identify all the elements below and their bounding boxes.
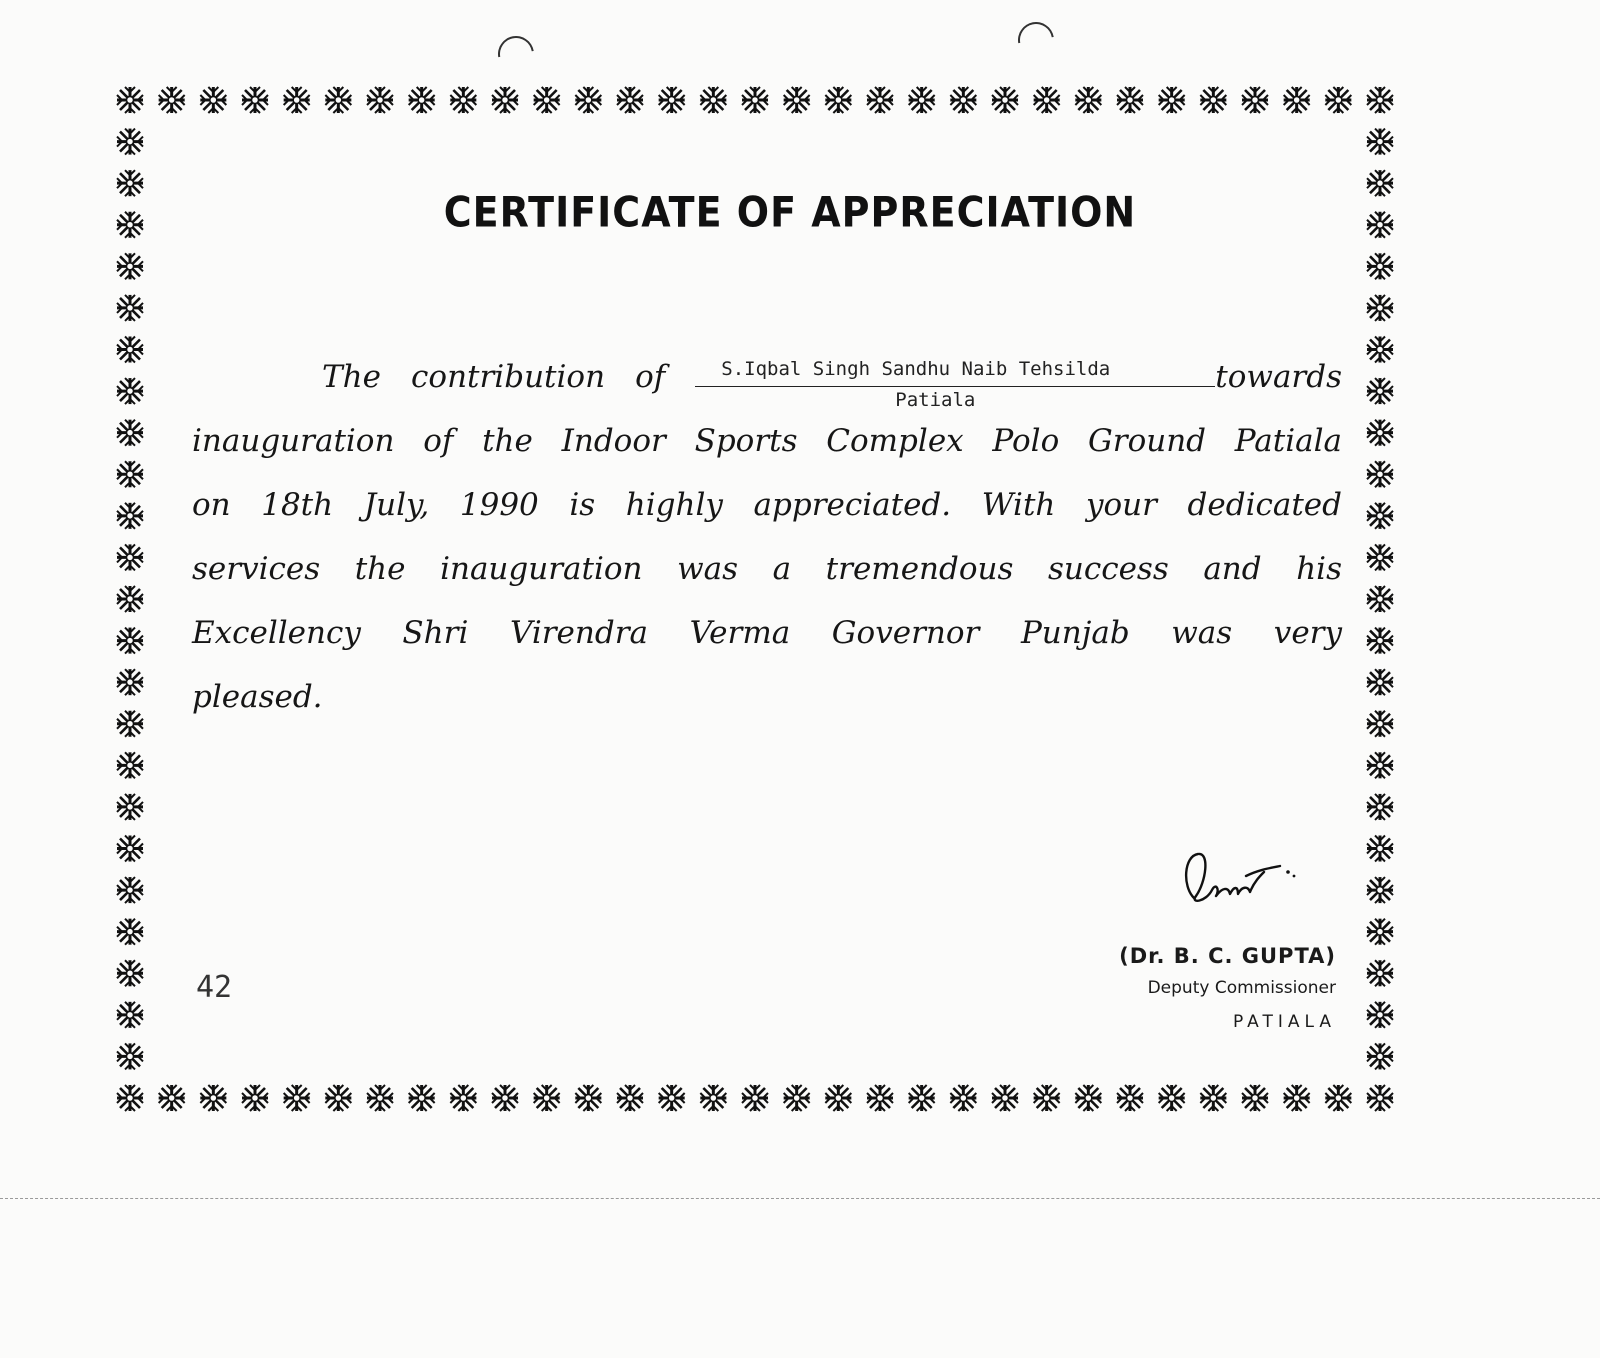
border-ornament-icon: [117, 503, 143, 529]
border-ornament-icon: [784, 87, 810, 113]
border-ornament-icon: [117, 836, 143, 862]
border-ornament-icon: [1367, 752, 1393, 778]
border-ornament-icon: [575, 1085, 601, 1111]
border-ornament-icon: [867, 1085, 893, 1111]
certificate-title: CERTIFICATE OF APPRECIATION: [443, 187, 1137, 237]
border-ornament-icon: [1325, 87, 1351, 113]
border-ornament-icon: [1367, 295, 1393, 321]
border-ornament-icon: [992, 1085, 1018, 1111]
border-ornament-icon: [117, 711, 143, 737]
border-ornament-icon: [1242, 1085, 1268, 1111]
border-ornament-icon: [159, 87, 185, 113]
border-ornament-icon: [867, 87, 893, 113]
border-ornament-icon: [1034, 1085, 1060, 1111]
border-ornament-icon: [950, 87, 976, 113]
border-ornament-icon: [1367, 170, 1393, 196]
border-ornament-icon: [117, 87, 143, 113]
border-ornament-icon: [200, 87, 226, 113]
border-ornament-icon: [117, 669, 143, 695]
border-ornament-icon: [1367, 586, 1393, 612]
border-ornament-icon: [950, 1085, 976, 1111]
border-ornament-icon: [409, 1085, 435, 1111]
border-ornament-icon: [1367, 253, 1393, 279]
border-ornament-icon: [200, 1085, 226, 1111]
border-ornament-icon: [492, 1085, 518, 1111]
border-ornament-icon: [1159, 87, 1185, 113]
border-ornament-icon: [242, 87, 268, 113]
border-ornament-icon: [659, 87, 685, 113]
border-ornament-icon: [1200, 1085, 1226, 1111]
border-ornament-icon: [784, 1085, 810, 1111]
border-ornament-icon: [1367, 503, 1393, 529]
border-ornament-icon: [117, 1085, 143, 1111]
border-ornament-icon: [1367, 87, 1393, 113]
recipient-name: S.Iqbal Singh Sandhu Naib Tehsilda: [721, 358, 1111, 380]
border-ornament-icon: [1075, 1085, 1101, 1111]
border-ornament-icon: [325, 1085, 351, 1111]
border-ornament-icon: [117, 129, 143, 155]
border-ornament-icon: [117, 1043, 143, 1069]
border-ornament-icon: [117, 461, 143, 487]
signature-icon: [1176, 846, 1306, 916]
border-ornament-icon: [1242, 87, 1268, 113]
border-ornament-icon: [1367, 919, 1393, 945]
border-ornament-icon: [284, 87, 310, 113]
body-line-3: on 18th July, 1990 is highly appreciated. With your dedicated: [192, 487, 1342, 523]
border-ornament-icon: [450, 87, 476, 113]
border-ornament-icon: [1367, 129, 1393, 155]
border-ornament-icon: [117, 628, 143, 654]
border-ornament-icon: [117, 960, 143, 986]
border-ornament-icon: [1284, 87, 1310, 113]
border-ornament-icon: [1284, 1085, 1310, 1111]
body-line-5: Excellency Shri Virendra Verma Governor Punjab was very: [192, 615, 1342, 651]
signatory-designation: Deputy Commissioner: [1147, 978, 1336, 998]
border-ornament-icon: [1367, 1043, 1393, 1069]
border-ornament-icon: [742, 1085, 768, 1111]
body-line-4: services the inauguration was a tremendous success and his: [192, 551, 1342, 587]
border-ornament-icon: [825, 1085, 851, 1111]
border-ornament-icon: [1367, 461, 1393, 487]
border-ornament-icon: [117, 877, 143, 903]
border-ornament-icon: [617, 1085, 643, 1111]
border-ornament-icon: [700, 1085, 726, 1111]
border-ornament-icon: [1159, 1085, 1185, 1111]
border-ornament-icon: [825, 87, 851, 113]
border-ornament-icon: [325, 87, 351, 113]
contribution-prefix: The contribution of: [322, 359, 666, 395]
border-ornament-icon: [1367, 669, 1393, 695]
border-ornament-icon: [1367, 212, 1393, 238]
border-ornament-icon: [1117, 87, 1143, 113]
border-ornament-icon: [367, 87, 393, 113]
border-ornament-icon: [617, 87, 643, 113]
signatory-place: PATIALA: [1233, 1012, 1336, 1032]
punch-hole-left: [491, 29, 541, 79]
page-number: 42: [196, 970, 233, 1005]
body-line-1: [192, 345, 1342, 409]
certificate-body: [192, 345, 1342, 729]
border-ornament-icon: [534, 87, 560, 113]
border-ornament-icon: [659, 1085, 685, 1111]
border-ornament-icon: [1075, 87, 1101, 113]
border-ornament-icon: [1325, 1085, 1351, 1111]
recipient-field: [695, 353, 1215, 411]
border-ornament-icon: [450, 1085, 476, 1111]
border-ornament-icon: [534, 1085, 560, 1111]
border-ornament-icon: [1367, 378, 1393, 404]
border-ornament-icon: [117, 337, 143, 363]
border-ornament-icon: [117, 295, 143, 321]
border-ornament-icon: [117, 794, 143, 820]
border-ornament-icon: [575, 87, 601, 113]
border-ornament-icon: [117, 919, 143, 945]
border-ornament-icon: [1367, 420, 1393, 446]
border-ornament-icon: [1367, 836, 1393, 862]
body-line-6: pleased.: [192, 679, 323, 715]
border-ornament-icon: [1034, 87, 1060, 113]
border-ornament-icon: [492, 87, 518, 113]
border-ornament-icon: [117, 586, 143, 612]
border-ornament-icon: [1367, 877, 1393, 903]
contribution-suffix: towards: [1215, 359, 1343, 395]
border-ornament-icon: [284, 1085, 310, 1111]
border-ornament-icon: [992, 87, 1018, 113]
border-ornament-icon: [909, 87, 935, 113]
border-ornament-icon: [1367, 628, 1393, 654]
border-ornament-icon: [117, 212, 143, 238]
border-ornament-icon: [1367, 794, 1393, 820]
border-ornament-icon: [117, 420, 143, 446]
border-ornament-icon: [117, 253, 143, 279]
border-ornament-icon: [1367, 711, 1393, 737]
border-ornament-icon: [909, 1085, 935, 1111]
border-ornament-icon: [367, 1085, 393, 1111]
border-ornament-icon: [117, 752, 143, 778]
border-ornament-icon: [1367, 1002, 1393, 1028]
border-ornament-icon: [159, 1085, 185, 1111]
recipient-place: Patiala: [895, 389, 976, 411]
border-ornament-icon: [117, 378, 143, 404]
border-ornament-icon: [742, 87, 768, 113]
border-ornament-icon: [1117, 1085, 1143, 1111]
border-ornament-icon: [1367, 544, 1393, 570]
signatory-name: (Dr. B. C. GUPTA): [1119, 944, 1336, 968]
punch-hole-right: [1011, 15, 1061, 65]
border-ornament-icon: [1200, 87, 1226, 113]
border-ornament-icon: [1367, 960, 1393, 986]
border-ornament-icon: [117, 544, 143, 570]
border-ornament-icon: [1367, 1085, 1393, 1111]
border-ornament-icon: [700, 87, 726, 113]
border-ornament-icon: [117, 1002, 143, 1028]
body-line-2: inauguration of the Indoor Sports Complex Polo Ground Patiala: [192, 423, 1342, 459]
border-ornament-icon: [242, 1085, 268, 1111]
scan-fold-line: [0, 1198, 1600, 1199]
border-ornament-icon: [1367, 337, 1393, 363]
signatory-block: [1119, 940, 1336, 1040]
border-ornament-icon: [409, 87, 435, 113]
border-ornament-icon: [117, 170, 143, 196]
